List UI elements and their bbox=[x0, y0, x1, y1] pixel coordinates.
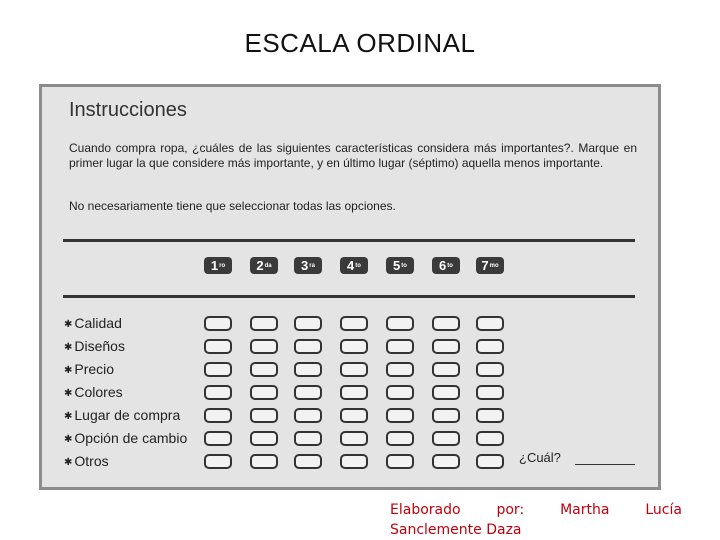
rank-checkbox[interactable] bbox=[432, 316, 460, 331]
rank-checkbox[interactable] bbox=[432, 431, 460, 446]
rank-checkbox[interactable] bbox=[386, 362, 414, 377]
card-heading: Instrucciones bbox=[69, 99, 187, 121]
rank-label-3 bbox=[294, 257, 322, 274]
rank-checkbox[interactable] bbox=[204, 431, 232, 446]
rank-checkbox[interactable] bbox=[250, 385, 278, 400]
rank-suffix: to bbox=[355, 262, 361, 269]
bullet-icon: ✱ bbox=[64, 411, 73, 422]
rank-checkbox[interactable] bbox=[386, 385, 414, 400]
characteristic-label bbox=[64, 338, 125, 354]
characteristic-text: Colores bbox=[74, 384, 123, 400]
rank-checkbox[interactable] bbox=[340, 408, 368, 423]
rank-checkbox[interactable] bbox=[204, 454, 232, 469]
bullet-icon: ✱ bbox=[64, 434, 73, 445]
rank-checkbox[interactable] bbox=[476, 339, 504, 354]
characteristic-text: Otros bbox=[74, 453, 109, 469]
rank-number: 3 bbox=[301, 258, 309, 273]
bullet-icon: ✱ bbox=[64, 342, 73, 353]
rank-checkbox[interactable] bbox=[340, 339, 368, 354]
rank-checkbox[interactable] bbox=[386, 408, 414, 423]
bullet-icon: ✱ bbox=[64, 457, 73, 468]
rank-checkbox[interactable] bbox=[386, 316, 414, 331]
rank-checkbox[interactable] bbox=[340, 316, 368, 331]
rank-checkbox[interactable] bbox=[294, 362, 322, 377]
rank-checkbox[interactable] bbox=[294, 316, 322, 331]
rank-number: 5 bbox=[393, 258, 401, 273]
rank-label-2 bbox=[250, 257, 278, 274]
credit-word: por: bbox=[496, 502, 525, 518]
survey-card bbox=[39, 84, 661, 490]
rank-checkbox[interactable] bbox=[386, 431, 414, 446]
rank-suffix: da bbox=[264, 262, 272, 269]
rank-suffix: to bbox=[447, 262, 453, 269]
rank-checkbox[interactable] bbox=[476, 408, 504, 423]
bottom-divider bbox=[63, 295, 635, 298]
rank-checkbox[interactable] bbox=[432, 454, 460, 469]
rank-number: 2 bbox=[256, 258, 264, 273]
credit-line-2: Sanclemente Daza bbox=[390, 522, 522, 538]
rank-label-4 bbox=[340, 257, 368, 274]
rank-checkbox[interactable] bbox=[432, 385, 460, 400]
rank-checkbox[interactable] bbox=[250, 408, 278, 423]
slide-title: ESCALA ORDINAL bbox=[244, 28, 476, 58]
characteristic-label bbox=[64, 361, 114, 377]
rank-suffix: ro bbox=[219, 262, 226, 269]
instructions-text: Cuando compra ropa, ¿cuáles de las siguientes características considera más importantes?. Marque en primer lugar la que considere más importante, y en último lugar (séptimo) aquella menos importante. bbox=[69, 141, 637, 170]
rank-checkbox[interactable] bbox=[340, 385, 368, 400]
rank-checkbox[interactable] bbox=[294, 385, 322, 400]
note-text: No necesariamente tiene que seleccionar todas las opciones. bbox=[69, 199, 396, 213]
rank-label-6 bbox=[432, 257, 460, 274]
rank-number: 1 bbox=[210, 258, 219, 273]
rank-checkbox[interactable] bbox=[432, 362, 460, 377]
bullet-icon: ✱ bbox=[64, 319, 73, 330]
other-answer-line[interactable] bbox=[575, 464, 635, 465]
characteristic-label bbox=[64, 384, 123, 400]
rank-checkbox[interactable] bbox=[294, 431, 322, 446]
rank-label-7 bbox=[476, 257, 504, 274]
rank-checkbox[interactable] bbox=[476, 385, 504, 400]
credit-word: Lucía bbox=[645, 502, 682, 518]
rank-number: 4 bbox=[347, 258, 355, 273]
rank-checkbox[interactable] bbox=[204, 408, 232, 423]
other-prompt: ¿Cuál? bbox=[519, 450, 561, 465]
rank-label-1 bbox=[204, 257, 232, 274]
rank-checkbox[interactable] bbox=[340, 362, 368, 377]
rank-checkbox[interactable] bbox=[250, 316, 278, 331]
characteristic-label bbox=[64, 430, 187, 446]
rank-checkbox[interactable] bbox=[250, 362, 278, 377]
rank-checkbox[interactable] bbox=[294, 454, 322, 469]
rank-checkbox[interactable] bbox=[294, 339, 322, 354]
rank-checkbox[interactable] bbox=[250, 454, 278, 469]
rank-checkbox[interactable] bbox=[476, 362, 504, 377]
rank-checkbox[interactable] bbox=[250, 339, 278, 354]
rank-suffix: mo bbox=[489, 262, 499, 269]
rank-checkbox[interactable] bbox=[476, 431, 504, 446]
rank-checkbox[interactable] bbox=[476, 454, 504, 469]
top-divider bbox=[63, 239, 635, 242]
rank-suffix: ra bbox=[309, 262, 315, 269]
rank-number: 7 bbox=[481, 258, 489, 273]
characteristic-text: Precio bbox=[74, 361, 115, 377]
bullet-icon: ✱ bbox=[64, 388, 73, 399]
characteristic-label bbox=[64, 453, 109, 469]
rank-checkbox[interactable] bbox=[294, 408, 322, 423]
author-credit bbox=[390, 500, 682, 540]
rank-checkbox[interactable] bbox=[386, 339, 414, 354]
characteristic-text: Calidad bbox=[74, 315, 122, 331]
credit-word: Elaborado bbox=[390, 502, 461, 518]
rank-checkbox[interactable] bbox=[340, 454, 368, 469]
rank-checkbox[interactable] bbox=[432, 408, 460, 423]
rank-checkbox[interactable] bbox=[386, 454, 414, 469]
credit-line-1 bbox=[390, 500, 682, 520]
bullet-icon: ✱ bbox=[64, 365, 73, 376]
characteristic-label bbox=[64, 315, 122, 331]
rank-checkbox[interactable] bbox=[204, 316, 232, 331]
rank-checkbox[interactable] bbox=[340, 431, 368, 446]
rank-checkbox[interactable] bbox=[476, 316, 504, 331]
rank-number: 6 bbox=[439, 258, 447, 273]
characteristic-text: Diseños bbox=[74, 338, 125, 354]
credit-word: Martha bbox=[560, 502, 610, 518]
characteristic-label bbox=[64, 407, 180, 423]
rank-checkbox[interactable] bbox=[204, 362, 232, 377]
characteristic-text: Opción de cambio bbox=[74, 430, 188, 446]
rank-checkbox[interactable] bbox=[250, 431, 278, 446]
rank-checkbox[interactable] bbox=[432, 339, 460, 354]
rank-checkbox[interactable] bbox=[204, 339, 232, 354]
rank-suffix: to bbox=[401, 262, 407, 269]
characteristic-text: Lugar de compra bbox=[74, 407, 181, 423]
rank-checkbox[interactable] bbox=[204, 385, 232, 400]
rank-label-5 bbox=[386, 257, 414, 274]
